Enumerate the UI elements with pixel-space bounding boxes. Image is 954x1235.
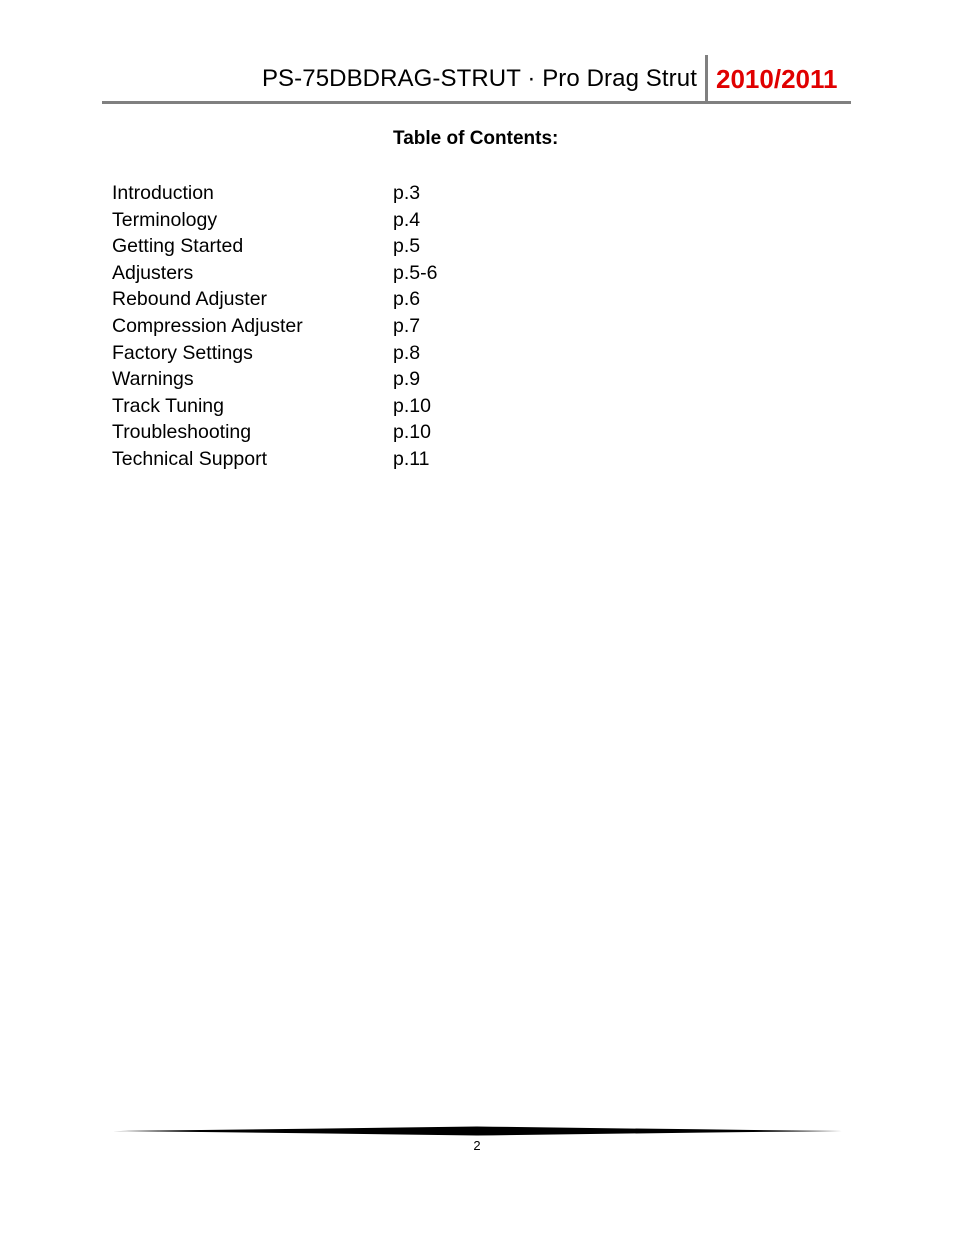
toc-entry-page: p.8	[393, 341, 421, 364]
toc-entry-title: Terminology	[112, 208, 218, 231]
toc-entry	[112, 180, 612, 207]
toc-entry	[112, 366, 612, 393]
toc-entry	[112, 446, 612, 473]
toc-entry	[112, 233, 612, 260]
toc-entry-page: p.6	[393, 288, 421, 311]
toc-entry-title: Introduction	[112, 182, 214, 204]
toc-entry	[112, 393, 612, 420]
toc-entry	[112, 207, 612, 234]
toc-entry-page: p.10	[393, 394, 431, 417]
toc-entry	[112, 419, 612, 446]
toc-entry-title: Warnings	[112, 368, 194, 391]
toc-entry-page: p.11	[393, 447, 430, 470]
toc-list	[112, 180, 612, 473]
header-divider	[705, 55, 708, 103]
toc-entry	[112, 286, 612, 313]
header-rule	[102, 101, 851, 104]
toc-entry-title: Troubleshooting	[112, 421, 252, 444]
toc-entry-page: p.3	[393, 182, 421, 204]
toc-entry-title: Factory Settings	[112, 341, 253, 364]
page-header	[102, 55, 851, 101]
toc-entry-page: p.4	[393, 208, 421, 231]
toc-entry	[112, 260, 612, 287]
footer-rule	[113, 1124, 842, 1138]
toc-entry	[112, 340, 612, 367]
toc-entry-page: p.7	[393, 314, 421, 337]
toc-entry-page: p.5	[393, 235, 421, 258]
toc-entry-page: p.9	[393, 368, 421, 391]
toc-entry-page: p.10	[393, 421, 431, 444]
toc-entry-title: Track Tuning	[112, 394, 224, 417]
page-number: 2	[473, 1138, 481, 1153]
toc-entry-title: Rebound Adjuster	[112, 288, 268, 311]
toc-heading: Table of Contents:	[393, 128, 559, 149]
toc-entry-title: Technical Support	[112, 447, 268, 470]
toc-entry-page: p.5-6	[393, 261, 438, 284]
toc-entry	[112, 313, 612, 340]
document-title: PS-75DBDRAG-STRUT · Pro Drag Strut	[261, 65, 697, 92]
toc-entry-title: Getting Started	[112, 235, 244, 258]
document-year: 2010/2011	[716, 64, 838, 94]
toc-entry-title: Adjusters	[112, 261, 194, 284]
toc-entry-title: Compression Adjuster	[112, 314, 303, 337]
